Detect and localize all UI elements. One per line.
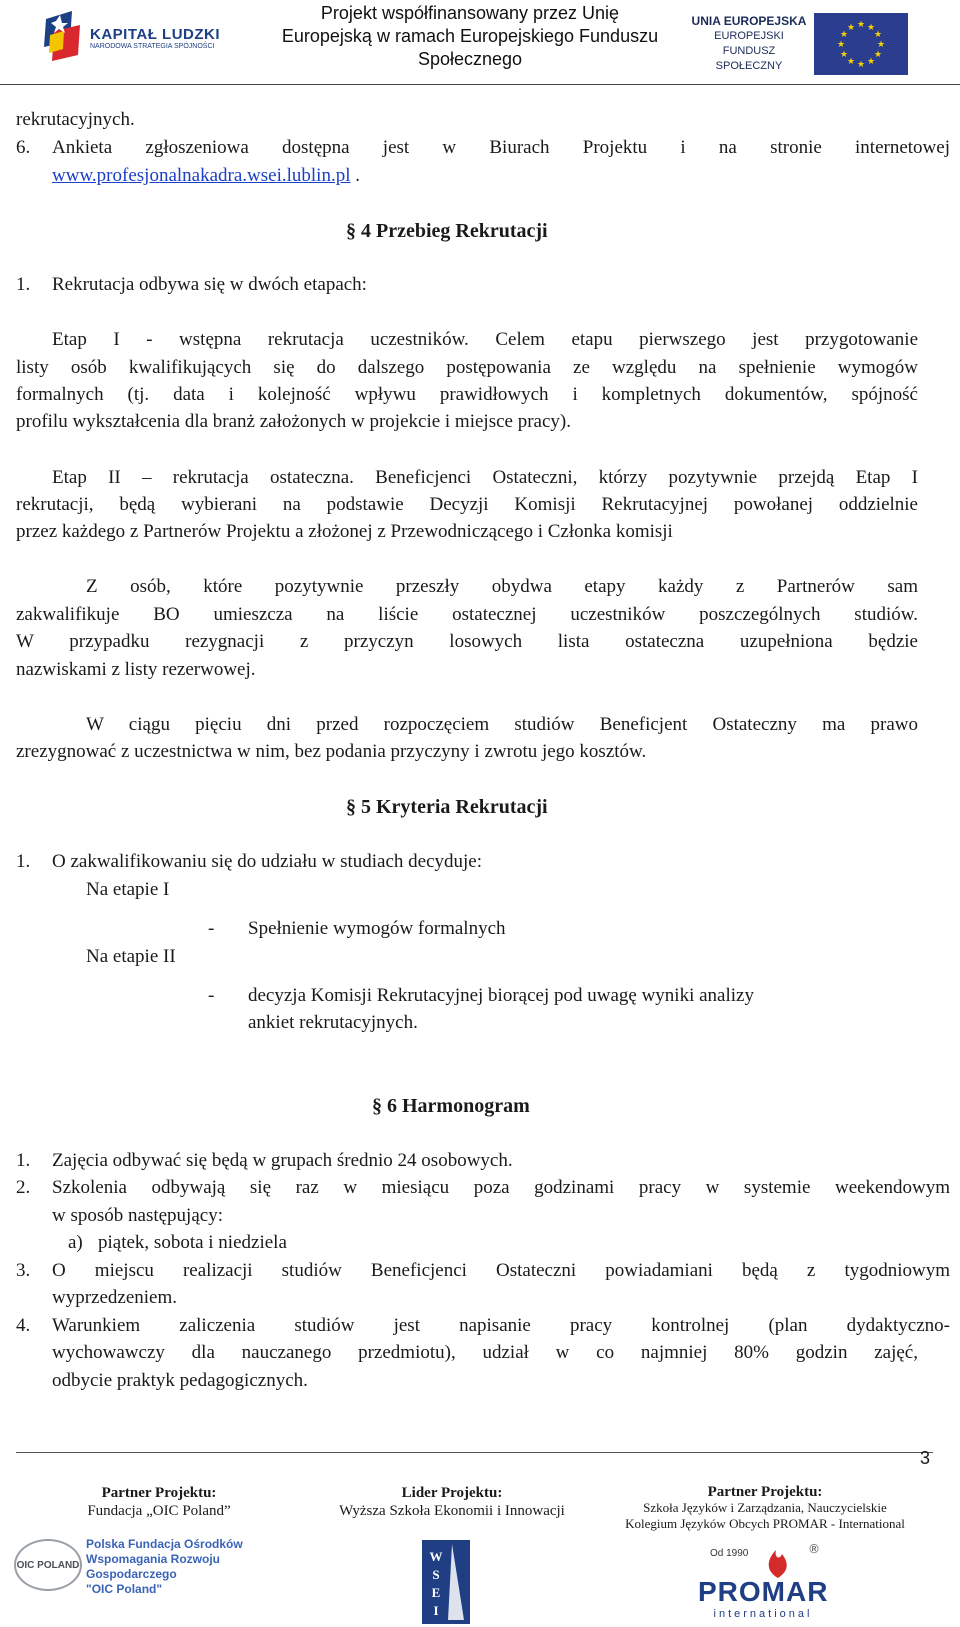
etap1-line-2: listy osób kwalifikujących się do dalszego postępowania ze względu na spełnienie wymogów <box>16 357 918 378</box>
sublist-letter: a) <box>68 1232 83 1253</box>
footer-partner-name-line-2: Kolegium Języków Obcych PROMAR - International <box>625 1516 905 1531</box>
schedule-item-4 <box>16 1312 950 1340</box>
sublist-text: piątek, sobota i niedziela <box>98 1232 287 1253</box>
schedule-item-4-cont-2: odbycie praktyk pedagogicznych. <box>52 1370 308 1391</box>
svg-text:★: ★ <box>839 30 849 40</box>
oic-badge-text: OIC POLAND <box>16 1559 80 1571</box>
website-line <box>52 162 932 190</box>
stage2-text-line-1: decyzja Komisji Rekrutacyjnej biorącej pod uwagę wyniki analizy <box>248 985 754 1006</box>
svg-text:★: ★ <box>856 60 866 70</box>
header-cofinancing-text <box>280 2 660 71</box>
schedule-item-2-cont: w sposób następujący: <box>52 1205 223 1226</box>
schedule-item-2 <box>16 1174 950 1202</box>
promar-logo <box>698 1540 828 1624</box>
promar-wordmark: PROMAR <box>698 1576 829 1607</box>
footer-partner-title: Partner Projektu: <box>707 1484 823 1500</box>
section-heading-6: § 6 Harmonogram <box>372 1095 530 1117</box>
stage2-text-line-2: ankiet rekrutacyjnych. <box>248 1012 418 1033</box>
wsei-letter: S <box>432 1567 440 1582</box>
text-line: rekrutacyjnych. <box>16 109 135 130</box>
stage1-text: Spełnienie wymogów formalnych <box>248 918 506 939</box>
list-item-text: Zajęcia odbywać się będą w grupach średnio 24 osobowych. <box>52 1150 513 1171</box>
list-number: 3. <box>16 1260 31 1281</box>
promar-since: Od 1990 <box>710 1548 749 1559</box>
section-heading-4: § 4 Przebieg Rekrutacji <box>346 220 548 242</box>
footer-partner-title: Partner Projektu: <box>101 1485 217 1501</box>
eu-title: UNIA EUROPEJSKA <box>691 14 807 28</box>
list-item-text: Rekrutacja odbywa się w dwóch etapach: <box>52 274 367 295</box>
list-number: 2. <box>16 1177 31 1198</box>
oic-text-line-2: Wspomagania Rozwoju Gospodarczego <box>86 1552 221 1581</box>
schedule-item-3 <box>16 1257 950 1285</box>
schedule-item-3-cont: wyprzedzeniem. <box>52 1287 178 1308</box>
footer-partner-oic <box>54 1484 264 1520</box>
oic-globe-icon <box>14 1539 82 1591</box>
list-item-text: Szkolenia odbywają się raz w miesiącu poza godzinami pracy w systemie weekendowym <box>52 1177 950 1198</box>
website-link[interactable]: www.profesjonalnakadra.wsei.lublin.pl <box>52 165 351 186</box>
etap1-line-1: Etap I - wstępna rekrutacja uczestników. Celem etapu pierwszego jest przygotowanie <box>52 329 918 350</box>
list-item-text: O zakwalifikowaniu się do udziału w studiach decyduje: <box>52 851 483 872</box>
kapital-ludzki-logo <box>44 10 244 66</box>
wsei-letter: E <box>431 1585 441 1600</box>
list-item-text: Warunkiem zaliczenia studiów jest napisanie pracy kontrolnej (plan dydaktyczno- <box>52 1315 950 1336</box>
list-item-text: O miejscu realizacji studiów Beneficjenci Ostateczni powiadamiani będą z tygodniowym <box>52 1260 950 1281</box>
list-number: 6. <box>16 137 31 158</box>
etap2-line-1: Etap II – rekrutacja ostateczna. Beneficjenci Ostateczni, którzy pozytywnie przejdą Etap I <box>52 467 918 488</box>
wsei-letter: I <box>433 1603 439 1618</box>
kapital-ludzki-title: KAPITAŁ LUDZKI <box>90 26 221 43</box>
svg-text:★: ★ <box>876 40 886 50</box>
etap2-line-2: rekrutacji, będą wybierani na podstawie Decyzji Komisji Rekrutacyjnej powołanej oddzielnie <box>16 494 918 515</box>
list-number: 1. <box>16 1150 31 1171</box>
para3-line-2: zakwalifikuje BO umieszcza na liście ostatecznej uczestników poszczególnych studiów. <box>16 604 918 625</box>
svg-text:★: ★ <box>839 50 849 60</box>
footer-partner-promar <box>600 1484 930 1532</box>
svg-text:★: ★ <box>836 40 846 50</box>
svg-text:★: ★ <box>873 30 883 40</box>
para4-line-1: W ciągu pięciu dni przed rozpoczęciem studiów Beneficjent Ostateczny ma prawo <box>86 714 918 735</box>
list-item-1 <box>16 271 950 299</box>
stage2-dash: - <box>208 985 215 1006</box>
footer-divider <box>16 1452 933 1453</box>
svg-text:★: ★ <box>866 23 876 33</box>
svg-text:★: ★ <box>846 23 856 33</box>
etap2-line-3: przez każdego z Partnerów Projektu a złożonej z Przewodniczącego i Członka komisji <box>16 521 673 542</box>
etap1-line-4: profilu wykształcenia dla branż założonych w projekcie i miejsce pracy). <box>16 411 571 432</box>
header-line-1: Projekt współfinansowany przez Unię <box>320 3 620 23</box>
footer-leader-wsei <box>318 1484 586 1520</box>
promar-flame-icon <box>758 1540 798 1580</box>
promar-subtitle: international <box>713 1608 813 1620</box>
kapital-ludzki-emblem-icon <box>44 11 84 65</box>
footer-partner-name: Fundacja „OIC Poland” <box>87 1503 231 1519</box>
criteria-item-1 <box>16 848 950 876</box>
stage1-dash: - <box>208 918 215 939</box>
para4-line-2: zrezygnować z uczestnictwa w nim, bez podania przyczyny i zwrotu jego kosztów. <box>16 741 647 762</box>
schedule-item-4-cont-1: wychowawczy dla nauczanego przedmiotu), udział w co najmniej 80% godzin zajęć, <box>52 1342 918 1363</box>
stage1-label: Na etapie I <box>86 879 170 900</box>
oic-text-line-3: "OIC Poland" <box>86 1582 163 1596</box>
link-trailer: . <box>350 165 360 186</box>
eu-line-3: FUNDUSZ SPOŁECZNY <box>715 45 783 72</box>
para3-line-4: nazwiskami z listy rezerwowej. <box>16 659 256 680</box>
svg-text:★: ★ <box>873 50 883 60</box>
header-line-3: Społecznego <box>417 49 523 69</box>
oic-poland-logo <box>14 1535 304 1597</box>
oic-text-line-1: Polska Fundacja Ośrodków <box>86 1537 243 1551</box>
svg-text:★: ★ <box>846 57 856 67</box>
para3-line-3: W przypadku rezygnacji z przyczyn losowych lista ostateczna uzupełniona będzie <box>16 631 918 652</box>
header-divider <box>0 84 960 85</box>
etap1-line-3: formalnych (tj. data i kolejność wpływu prawidłowych i kompletnych dokumentów, spójność <box>16 384 918 405</box>
page-number: 3 <box>920 1448 931 1468</box>
list-number: 4. <box>16 1315 31 1336</box>
footer-leader-title: Lider Projektu: <box>401 1485 503 1501</box>
svg-text:★: ★ <box>856 20 866 30</box>
list-number: 1. <box>16 851 31 872</box>
header-line-2: Europejską w ramach Europejskiego Funduszu <box>281 26 659 46</box>
svg-text:★: ★ <box>866 57 876 67</box>
wsei-letter: W <box>429 1549 443 1564</box>
promar-registered: ® <box>808 1542 820 1556</box>
footer-partner-name-line-1: Szkoła Języków i Zarządzania, Nauczycielskie <box>643 1500 887 1515</box>
wsei-logo <box>422 1540 470 1624</box>
eu-logo <box>690 12 920 76</box>
stage2-label: Na etapie II <box>86 946 176 967</box>
kapital-ludzki-subtitle: NARODOWA STRATEGIA SPÓJNOŚCI <box>90 43 215 50</box>
para3-line-1: Z osób, które pozytywnie przeszły obydwa etapy każdy z Partnerów sam <box>86 576 918 597</box>
schedule-item-2a <box>68 1229 668 1257</box>
list-item-6 <box>16 134 950 162</box>
schedule-item-1 <box>16 1147 950 1175</box>
eu-flag-icon <box>814 13 908 75</box>
footer-leader-name: Wyższa Szkoła Ekonomii i Innowacji <box>339 1503 565 1519</box>
list-number: 1. <box>16 274 31 295</box>
section-heading-5: § 5 Kryteria Rekrutacji <box>346 796 548 818</box>
list-item-text: Ankieta zgłoszeniowa dostępna jest w Biurach Projektu i na stronie internetowej <box>52 137 950 158</box>
eu-line-2: EUROPEJSKI <box>714 30 784 42</box>
